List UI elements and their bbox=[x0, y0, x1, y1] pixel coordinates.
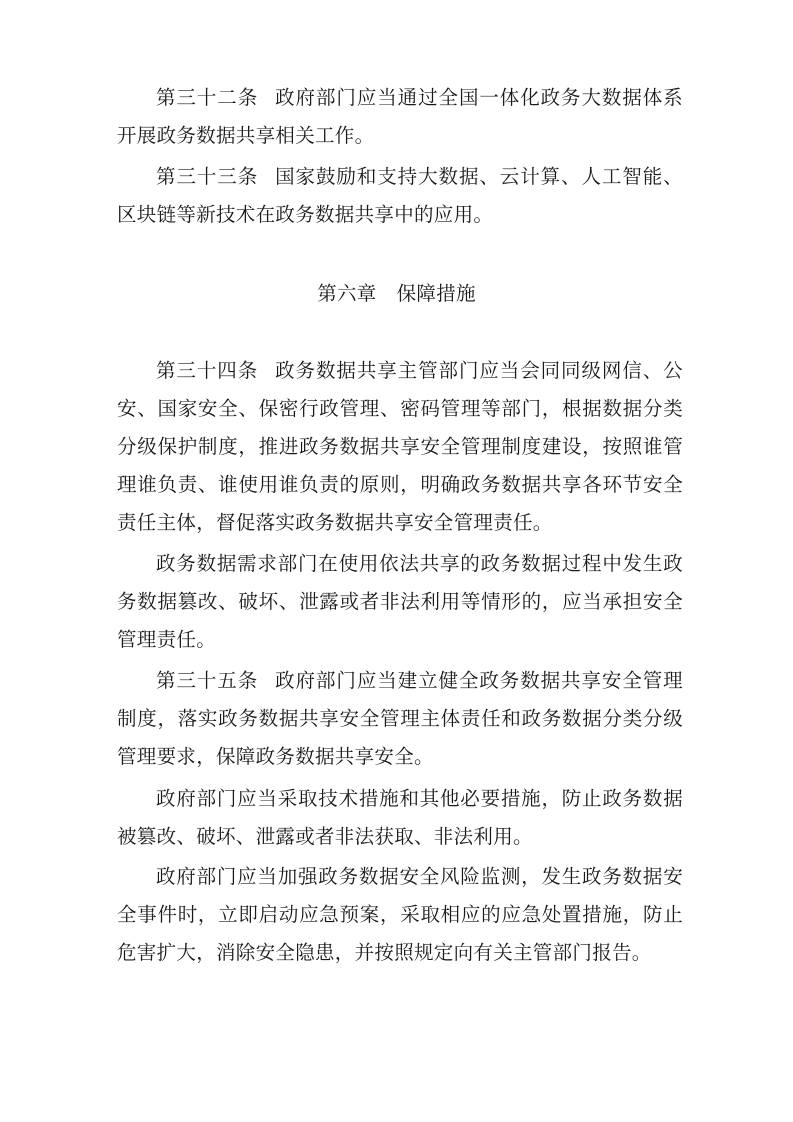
article-label: 第三十二条 bbox=[156, 86, 259, 109]
article-33 bbox=[117, 158, 683, 234]
article-35-paragraph-2 bbox=[117, 780, 683, 856]
article-text: 政务数据共享主管部门应当会同同级网信、公安、国家安全、保密行政管理、密码管理等部门，根据数据分类分级保护制度，推进政务数据共享安全管理制度建设，按照谁管理谁负责、谁使用谁负责的原则，明确政务数据共享各环节安全责任主体，督促落实政务数据共享安全管理责任。 bbox=[117, 359, 683, 534]
article-text: 国家鼓励和支持大数据、云计算、人工智能、区块链等新技术在政务数据共享中的应用。 bbox=[117, 165, 683, 226]
article-34-paragraph-2 bbox=[117, 545, 683, 659]
paragraph-text: 政务数据需求部门在使用依法共享的政务数据过程中发生政务数据篡改、破坏、泄露或者非法利用等情形的，应当承担安全管理责任。 bbox=[117, 552, 683, 651]
paragraph-text: 政府部门应当采取技术措施和其他必要措施，防止政务数据被篡改、破坏、泄露或者非法获取、非法利用。 bbox=[117, 787, 683, 848]
article-35-paragraph-3 bbox=[117, 858, 683, 972]
paragraph-text: 政府部门应当加强政务数据安全风险监测，发生政务数据安全事件时，立即启动应急预案，采取相应的应急处置措施，防止危害扩大，消除安全隐患，并按照规定向有关主管部门报告。 bbox=[117, 865, 683, 964]
chapter-heading bbox=[0, 275, 793, 313]
article-text: 政府部门应当建立健全政务数据共享安全管理制度，落实政务数据共享安全管理主体责任和政务数据分类分级管理要求，保障政务数据共享安全。 bbox=[117, 669, 683, 768]
article-label: 第三十五条 bbox=[156, 669, 259, 692]
chapter-number: 第六章 bbox=[317, 282, 377, 305]
article-label: 第三十四条 bbox=[156, 359, 259, 382]
article-35 bbox=[117, 662, 683, 776]
article-label: 第三十三条 bbox=[156, 165, 259, 188]
article-text: 政府部门应当通过全国一体化政务大数据体系开展政务数据共享相关工作。 bbox=[117, 86, 683, 147]
article-34 bbox=[117, 352, 683, 542]
article-32 bbox=[117, 79, 683, 155]
chapter-title: 保障措施 bbox=[396, 282, 476, 305]
